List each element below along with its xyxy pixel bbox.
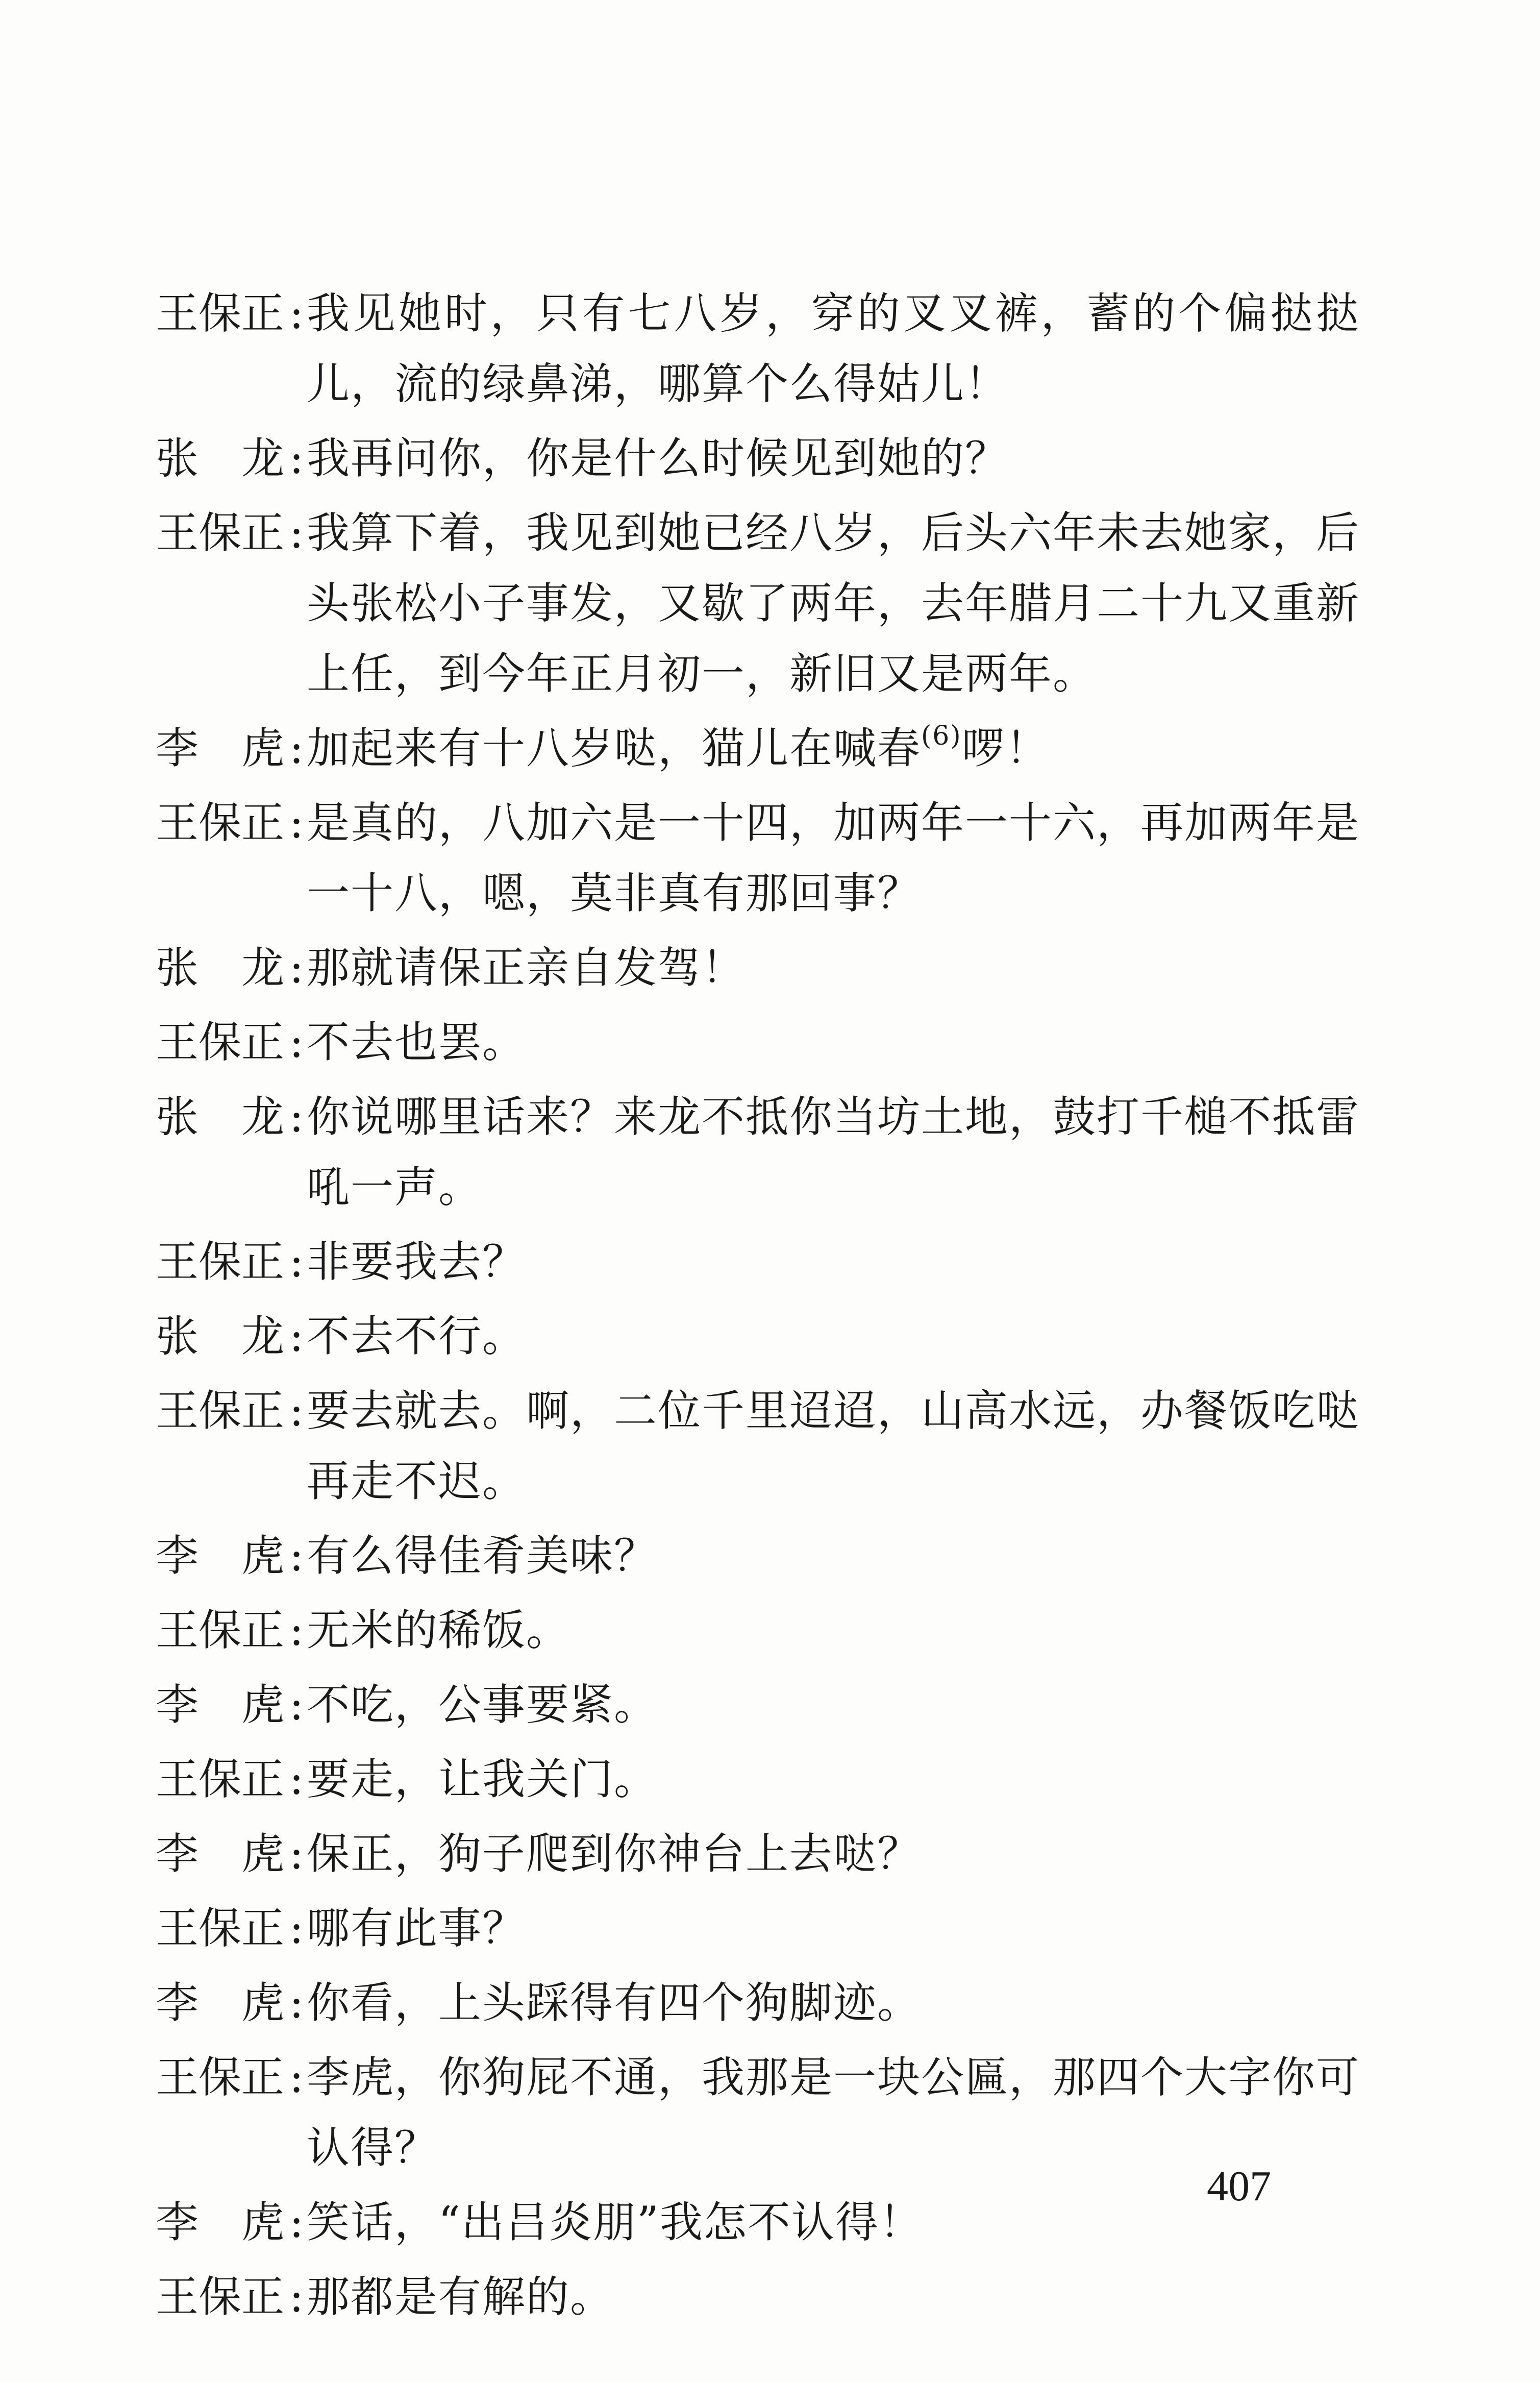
dialogue-entry: [156, 423, 1360, 494]
speaker-colon: :: [289, 1754, 304, 1804]
dialogue-entry: [156, 1744, 1360, 1814]
dialogue-body: [156, 278, 1360, 2336]
page-number: 407: [1207, 2163, 1271, 2210]
dialogue-text: 无米的稀饭。: [307, 1605, 570, 1655]
dialogue-entry: [156, 1007, 1360, 1077]
speaker-colon: :: [289, 723, 304, 773]
speaker-colon: :: [289, 943, 304, 993]
speaker-name: 张 龙: [156, 1311, 285, 1361]
dialogue-text: 要走，让我关门。: [307, 1754, 658, 1804]
speaker-colon: :: [289, 1680, 304, 1730]
speaker-name: 王保正: [156, 1386, 285, 1436]
dialogue-text: 我见她时，只有七八岁，穿的叉叉裤，蓄的个偏挞挞儿，流的绿鼻涕，哪算个么得姑儿！: [307, 288, 1360, 409]
speaker-colon: :: [289, 1829, 304, 1879]
speaker-name: 李 虎: [156, 1531, 285, 1581]
dialogue-entry: [156, 278, 1360, 419]
speaker-name: 王保正: [156, 798, 285, 848]
speaker-colon: :: [289, 1978, 304, 2028]
dialogue-entry: [156, 2042, 1360, 2183]
speaker-colon: :: [289, 1237, 304, 1287]
dialogue-entry: [156, 1226, 1360, 1297]
dialogue-text: 非要我去？: [307, 1237, 527, 1287]
dialogue-text: 不吃，公事要紧。: [307, 1680, 658, 1730]
dialogue-text: 笑话，“出吕炎朋”我怎不认得！: [307, 2197, 923, 2247]
dialogue-text: 那就请保正亲自发驾！: [307, 943, 746, 993]
dialogue-entry: [156, 1595, 1360, 1665]
footnote-marker: (6): [921, 721, 962, 751]
dialogue-entry: [156, 788, 1360, 928]
dialogue-entry: [156, 932, 1360, 1003]
speaker-name: 王保正: [156, 1903, 285, 1953]
dialogue-entry: [156, 1301, 1360, 1371]
speaker-colon: :: [289, 1903, 304, 1953]
speaker-colon: :: [289, 1311, 304, 1361]
speaker-name: 张 龙: [156, 433, 285, 483]
speaker-name: 王保正: [156, 1605, 285, 1655]
dialogue-text: 是真的，八加六是一十四，加两年一十六，再加两年是一十八，嗯，莫非真有那回事？: [307, 798, 1360, 918]
dialogue-text: 哪有此事？: [307, 1903, 527, 1953]
dialogue-text: 要去就去。啊，二位千里迢迢，山高水远，办餐饭吃哒再走不迟。: [307, 1386, 1360, 1506]
speaker-colon: :: [289, 798, 304, 848]
speaker-name: 张 龙: [156, 1092, 285, 1142]
dialogue-entry: [156, 498, 1360, 709]
speaker-colon: :: [289, 508, 304, 558]
speaker-colon: :: [289, 1386, 304, 1436]
dialogue-entry: [156, 1375, 1360, 1516]
dialogue-entry: [156, 1669, 1360, 1740]
dialogue-text: 我算下着，我见到她已经八岁，后头六年未去她家，后头张松小子事发，又歇了两年，去年腊月二十九又重新上任，到今年正月初一，新旧又是两年。: [307, 508, 1360, 699]
speaker-name: 王保正: [156, 2272, 285, 2322]
dialogue-entry: [156, 2262, 1360, 2332]
speaker-name: 王保正: [156, 1237, 285, 1287]
speaker-colon: :: [289, 433, 304, 483]
dialogue-entry: [156, 1968, 1360, 2038]
dialogue-text-part: 加起来有十八岁哒，猫儿在喊春: [307, 723, 922, 773]
dialogue-text: 李虎，你狗屁不通，我那是一块公匾，那四个大字你可认得？: [307, 2052, 1360, 2173]
speaker-name: 王保正: [156, 1017, 285, 1067]
speaker-colon: :: [289, 1017, 304, 1067]
dialogue-entry: [156, 1520, 1360, 1591]
dialogue-text: 不去也罢。: [307, 1017, 527, 1067]
speaker-colon: :: [289, 1092, 304, 1142]
speaker-name: 李 虎: [156, 1829, 285, 1879]
dialogue-text: 那都是有解的。: [307, 2272, 614, 2322]
dialogue-text: 保正，狗子爬到你神台上去哒？: [307, 1829, 922, 1879]
dialogue-text: [307, 713, 1360, 783]
speaker-name: 王保正: [156, 508, 285, 558]
dialogue-entry: [156, 713, 1360, 783]
dialogue-entry: [156, 2187, 1360, 2257]
speaker-name: 张 龙: [156, 943, 285, 993]
dialogue-text: 你说哪里话来？来龙不抵你当坊土地，鼓打千槌不抵雷吼一声。: [307, 1092, 1360, 1212]
speaker-name: 王保正: [156, 1754, 285, 1804]
dialogue-text: 你看，上头踩得有四个狗脚迹。: [307, 1978, 922, 2028]
speaker-colon: :: [289, 2052, 304, 2102]
speaker-colon: :: [289, 288, 304, 338]
dialogue-text: 不去不行。: [307, 1311, 527, 1361]
speaker-colon: :: [289, 1531, 304, 1581]
dialogue-entry: [156, 1819, 1360, 1889]
speaker-name: 王保正: [156, 288, 285, 338]
speaker-colon: :: [289, 2197, 304, 2247]
dialogue-text-part: 啰！: [961, 723, 1050, 773]
speaker-name: 李 虎: [156, 2197, 285, 2247]
dialogue-entry: [156, 1893, 1360, 1963]
speaker-name: 李 虎: [156, 1978, 285, 2028]
dialogue-text: 我再问你，你是什么时候见到她的？: [307, 433, 1009, 483]
speaker-colon: :: [289, 2272, 304, 2322]
speaker-colon: :: [289, 1605, 304, 1655]
dialogue-text: 有么得佳肴美味？: [307, 1531, 658, 1581]
speaker-name: 李 虎: [156, 723, 285, 773]
speaker-name: 王保正: [156, 2052, 285, 2102]
speaker-name: 李 虎: [156, 1680, 285, 1730]
dialogue-entry: [156, 1082, 1360, 1222]
